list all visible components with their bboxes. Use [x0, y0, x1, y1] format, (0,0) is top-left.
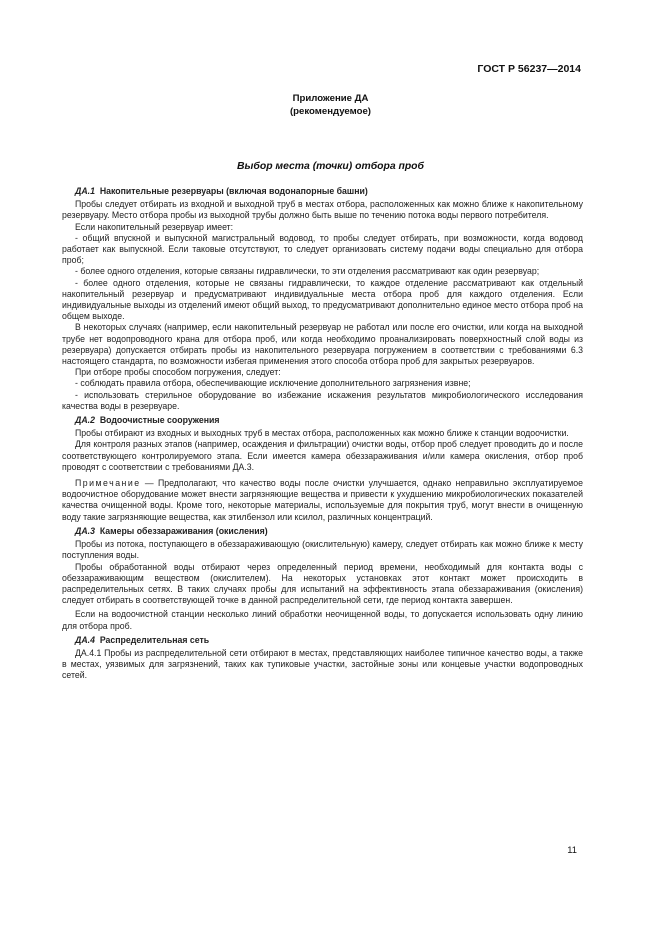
- section-heading-text: Распределительная сеть: [99, 634, 210, 645]
- section-heading-da2: [62, 415, 583, 426]
- section-heading-text: Накопительные резервуары (включая водонапорные башни): [99, 186, 368, 196]
- paragraph: Пробы следует отбирать из входной и выходной труб в местах отбора, расположенных как можно ближе к накопительному резервуару. Место отбора пробы из выходной трубы должно быть выше по течению потока воды первого потребителя.: [62, 199, 583, 221]
- paragraph: Если накопительный резервуар имеет:: [75, 221, 234, 232]
- note: [62, 478, 583, 523]
- section-number: ДА.3: [75, 525, 95, 536]
- section-heading-text: Водоочистные сооружения: [99, 415, 220, 426]
- note-text: — Предполагают, что качество воды после очистки улучшается, однако неправильно эксплуатируемое водоочистное оборудование может внести загрязняющие вещества и привести к ухудшению микробиологических показателей качества очищенной воды. Кроме того, некоторые материалы, используемые для покрытия труб, могут внести в очищенную воду такие загрязняющие вещества, как этилбензол или ксилол, различных концентраций.: [62, 478, 583, 522]
- list-item: - общий впускной и выпускной магистральный водовод, то пробы следует отбирать, при возможности, когда водовод работает как выпускной. Если таковые отсутствуют, то следует организовать систему подачи воды специально для отбора проб;: [62, 232, 583, 266]
- paragraph: Если на водоочистной станции несколько линий обработки неочищенной воды, то допускается использовать одну линию для отбора проб.: [62, 609, 583, 631]
- section-heading-da4: [62, 635, 583, 646]
- list-item: - более одного отделения, которые не связаны гидравлически, то каждое отделение рассматривают как отдельный накопительный резервуар и предусматривают индивидуальные места отбора проб для каждого отделения. Если индивидуальные выходы из отделений имеют общий выход, то предусматривают дополнительно единое место отбора проб на общем выходе.: [62, 277, 583, 322]
- section-heading-da1: [62, 186, 583, 197]
- note-label: Примечание: [75, 478, 141, 489]
- paragraph: Пробы обработанной воды отбирают через определенный период времени, необходимый для контакта воды с обеззараживающим веществом (окислителем). На некоторых установках этот контакт может происходить в распределительных сетях. В таких случаях пробы для испытаний на эффективность этапа обеззараживания (окисления) следует отбирать в соответствующей точке в данной распределительной сети, где период контакта завершен.: [62, 561, 583, 606]
- section-number: ДА.4: [75, 634, 95, 645]
- section-heading-da3: [62, 526, 583, 537]
- paragraph: При отборе пробы способом погружения, следует:: [75, 367, 281, 378]
- section-number: ДА.1: [75, 186, 95, 196]
- list-item: - использовать стерильное оборудование во избежание искажения результатов микробиологического исследования качества воды в резервуаре.: [62, 389, 583, 411]
- section-number: ДА.2: [75, 415, 95, 426]
- list-item: - более одного отделения, которые связаны гидравлически, то эти отделения рассматривают как один резервуар;: [75, 266, 540, 277]
- paragraph: В некоторых случаях (например, если накопительный резервуар не работал или после его очистки, или когда на выходной трубе нет водопроводного крана для отбора проб, или когда необходимо проанализировать поверхностный слой воды из резервуара) допускается отбирать пробы из накопительного резервуара погружением в соответствии с требованиями 6.3 настоящего стандарта, по возможности избегая применения этого способа отбора проб для закрытых резервуаров.: [62, 322, 583, 367]
- section-heading-text: Камеры обеззараживания (окисления): [99, 525, 268, 536]
- main-title: Выбор места (точки) отбора проб: [237, 161, 424, 172]
- paragraph: Пробы отбирают из входных и выходных труб в местах отбора, расположенных как можно ближе к станции водоочистки.: [75, 428, 569, 439]
- standard-number: ГОСТ Р 56237—2014: [477, 63, 581, 75]
- paragraph: Для контроля разных этапов (например, осаждения и фильтрации) очистки воды, отбор проб следует проводить до и после соответствующего контролируемого этапа. Если имеется камера обеззараживания и/или камера окисления, отбор проб проводят с соответствии с требованиями ДА.3.: [62, 439, 583, 472]
- document-body: [62, 183, 583, 682]
- appendix-subtitle: (рекомендуемое): [289, 106, 371, 117]
- paragraph: Пробы из потока, поступающего в обеззараживающую (окислительную) камеру, следует отбирать как можно ближе к месту поступления воды.: [62, 539, 583, 561]
- paragraph: ДА.4.1 Пробы из распределительной сети отбирают в местах, представляющих наиболее типичное качество воды, а также в местах, уязвимых для загрязнений, таких как тупиковые участки, застойные зоны или концевые участки водопроводных сетей.: [62, 647, 583, 681]
- list-item: - соблюдать правила отбора, обеспечивающие исключение дополнительного загрязнения извне;: [75, 378, 471, 389]
- page-number: 11: [567, 844, 577, 855]
- appendix-title: Приложение ДА: [292, 93, 369, 104]
